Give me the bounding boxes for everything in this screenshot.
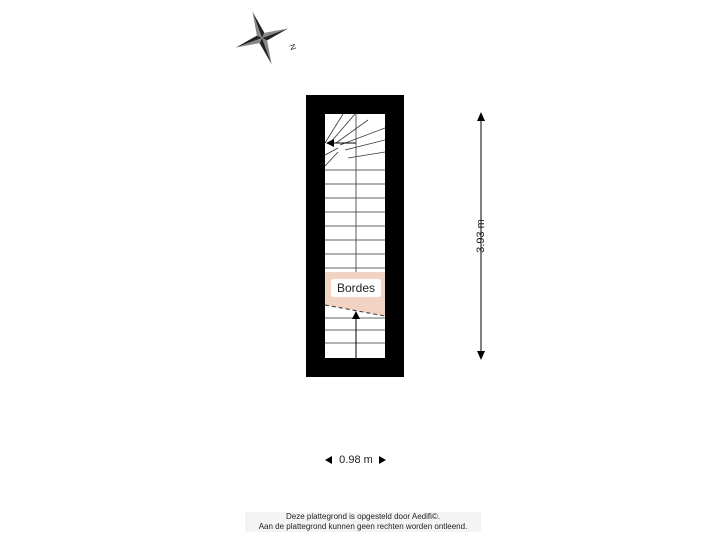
height-dimension-label: 3.93 m: [475, 219, 487, 253]
width-dimension-label: 0.98 m: [339, 454, 373, 466]
footer-line-2: Aan de plattegrond kunnen geen rechten worden ontleend.: [258, 522, 468, 531]
footer-disclaimer: [245, 512, 481, 532]
footer-line-1: Deze plattegrond is opgesteld door Aedifi©.: [286, 512, 440, 521]
compass-north-label: N: [287, 42, 298, 52]
compass-rose-icon: [226, 2, 298, 74]
room-label-bordes: Bordes: [331, 279, 381, 297]
